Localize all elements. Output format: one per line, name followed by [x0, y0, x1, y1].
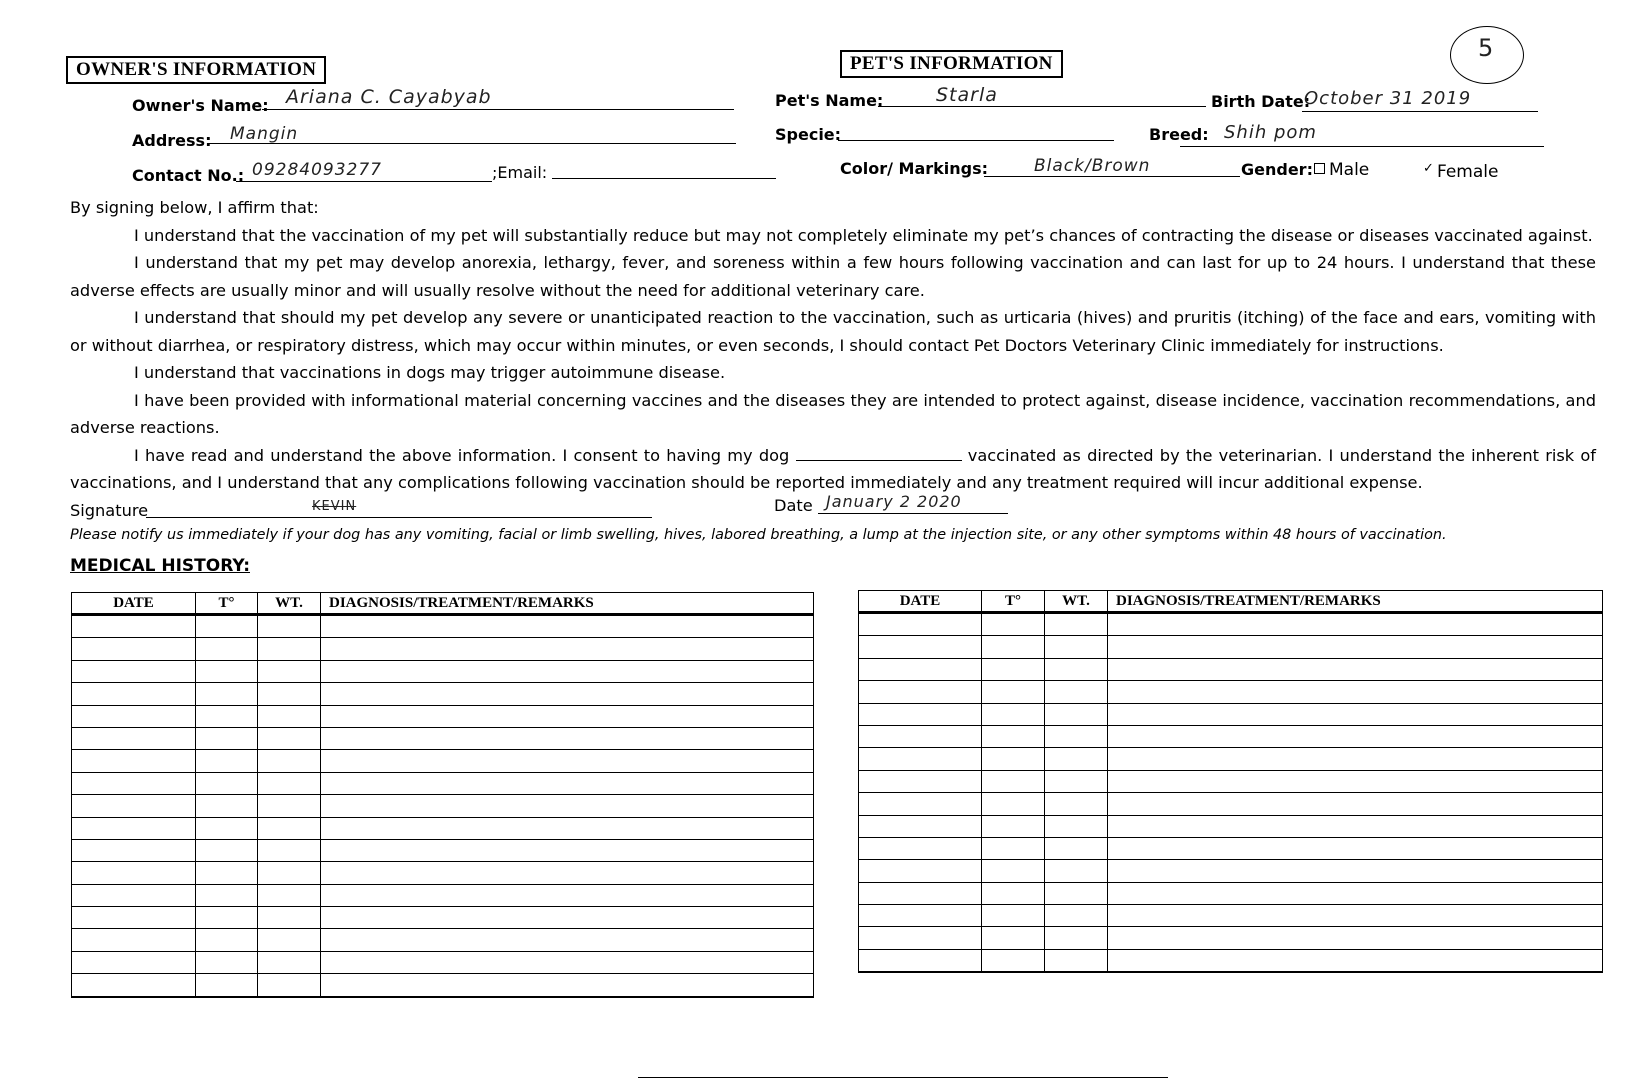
date-cell[interactable]: [72, 929, 196, 951]
table-row: [72, 884, 814, 906]
weight-cell[interactable]: [1045, 725, 1108, 747]
table-row: [72, 839, 814, 861]
table-row: [72, 705, 814, 727]
temp-cell[interactable]: [196, 638, 258, 660]
table-row: [72, 817, 814, 839]
date-cell[interactable]: [859, 882, 982, 904]
remarks-cell[interactable]: [321, 951, 814, 973]
pet-name-line: [878, 106, 1206, 107]
table-row: [72, 795, 814, 817]
remarks-cell[interactable]: [1108, 613, 1603, 636]
gender-female-label: Female: [1437, 162, 1499, 182]
date-cell[interactable]: [859, 815, 982, 837]
date-cell[interactable]: [72, 683, 196, 705]
remarks-cell[interactable]: [1108, 905, 1603, 927]
date-cell[interactable]: [859, 949, 982, 972]
breed-value[interactable]: Shih pom: [1224, 122, 1317, 143]
remarks-cell[interactable]: [1108, 658, 1603, 680]
temp-cell[interactable]: [196, 817, 258, 839]
affirmation-block: [70, 194, 1596, 497]
date-cell[interactable]: [859, 927, 982, 949]
weight-cell[interactable]: [258, 750, 321, 772]
temp-cell[interactable]: [196, 615, 258, 638]
remarks-cell[interactable]: [321, 705, 814, 727]
column-header-weight: WT.: [258, 593, 321, 615]
pet-name-value[interactable]: Starla: [936, 84, 998, 106]
affirm-paragraph-1: I understand that the vaccination of my pet will substantially reduce but may not completely eliminate my pet’s chances of contracting the disease or diseases vaccinated against.: [134, 225, 1593, 245]
temp-cell[interactable]: [196, 727, 258, 749]
breed-label: Breed:: [1149, 125, 1209, 144]
weight-cell[interactable]: [258, 705, 321, 727]
date-cell[interactable]: [859, 658, 982, 680]
temp-cell[interactable]: [982, 793, 1045, 815]
weight-cell[interactable]: [1045, 613, 1108, 636]
temp-cell[interactable]: [196, 884, 258, 906]
weight-cell[interactable]: [258, 951, 321, 973]
date-cell[interactable]: [72, 705, 196, 727]
date-cell[interactable]: [72, 727, 196, 749]
column-header-temp: T°: [196, 593, 258, 615]
remarks-cell[interactable]: [321, 750, 814, 772]
color-markings-value[interactable]: Black/Brown: [1034, 156, 1151, 176]
table-row: [72, 862, 814, 884]
temp-cell[interactable]: [982, 613, 1045, 636]
date-cell[interactable]: [72, 772, 196, 794]
table-row: [859, 748, 1603, 770]
signature-label: Signature: [70, 501, 149, 520]
owner-name-value[interactable]: Ariana C. Cayabyab: [286, 86, 492, 108]
color-markings-line: [984, 176, 1240, 177]
temp-cell[interactable]: [196, 974, 258, 997]
weight-cell[interactable]: [1045, 927, 1108, 949]
affirm-paragraph-6: [70, 442, 1596, 497]
column-header-weight: WT.: [1045, 591, 1108, 613]
table-row: [72, 638, 814, 660]
table-row: [859, 860, 1603, 882]
remarks-cell[interactable]: [321, 727, 814, 749]
table-row: [72, 951, 814, 973]
gender-female-option[interactable]: [1424, 162, 1498, 182]
date-cell[interactable]: [72, 974, 196, 997]
date-value[interactable]: January 2 2020: [826, 492, 962, 511]
date-cell[interactable]: [72, 862, 196, 884]
weight-cell[interactable]: [258, 839, 321, 861]
remarks-cell[interactable]: [321, 683, 814, 705]
date-cell[interactable]: [859, 770, 982, 792]
weight-cell[interactable]: [258, 907, 321, 929]
weight-cell[interactable]: [1045, 748, 1108, 770]
dog-name-blank[interactable]: [796, 460, 962, 461]
table-row: [859, 658, 1603, 680]
medical-history-title: MEDICAL HISTORY:: [70, 556, 250, 576]
table-row: [859, 636, 1603, 658]
temp-cell[interactable]: [982, 927, 1045, 949]
owner-name-line: [262, 109, 734, 110]
date-cell[interactable]: [859, 681, 982, 703]
remarks-cell[interactable]: [321, 772, 814, 794]
remarks-cell[interactable]: [1108, 927, 1603, 949]
weight-cell[interactable]: [258, 683, 321, 705]
remarks-cell[interactable]: [321, 817, 814, 839]
date-cell[interactable]: [859, 860, 982, 882]
weight-cell[interactable]: [1045, 837, 1108, 859]
gender-male-checkbox[interactable]: [1314, 163, 1325, 174]
temp-cell[interactable]: [982, 725, 1045, 747]
date-cell[interactable]: [72, 660, 196, 682]
weight-cell[interactable]: [258, 638, 321, 660]
remarks-cell[interactable]: [321, 615, 814, 638]
weight-cell[interactable]: [1045, 658, 1108, 680]
temp-cell[interactable]: [196, 862, 258, 884]
weight-cell[interactable]: [258, 727, 321, 749]
date-cell[interactable]: [859, 725, 982, 747]
table-row: [859, 613, 1603, 636]
temp-cell[interactable]: [982, 837, 1045, 859]
remarks-cell[interactable]: [1108, 725, 1603, 747]
remarks-cell[interactable]: [1108, 703, 1603, 725]
remarks-cell[interactable]: [321, 884, 814, 906]
weight-cell[interactable]: [1045, 636, 1108, 658]
temp-cell[interactable]: [982, 636, 1045, 658]
owner-section-title: OWNER'S INFORMATION: [66, 56, 326, 84]
temp-cell[interactable]: [982, 681, 1045, 703]
affirm-intro: By signing below, I affirm that:: [70, 198, 319, 217]
contact-label: Contact No.:: [132, 166, 245, 185]
remarks-cell[interactable]: [321, 839, 814, 861]
signature-value[interactable]: KEVIN: [312, 499, 357, 514]
affirm-paragraph-5: I have been provided with informational material concerning vaccines and the diseases they are intended to protect against, disease incidence, vaccination recommendations, and adverse reactions.: [70, 390, 1596, 437]
table-row: [859, 882, 1603, 904]
affirm-paragraph-2: I understand that my pet may develop anorexia, lethargy, fever, and soreness within a few hours following vaccination and can last for up to 24 hours. I understand that these adverse effects are usually minor and will usually resolve without the need for additional veterinary care.: [70, 253, 1596, 300]
remarks-cell[interactable]: [1108, 681, 1603, 703]
table-row: [859, 770, 1603, 792]
temp-cell[interactable]: [196, 839, 258, 861]
color-markings-label: Color/ Markings:: [840, 159, 989, 178]
column-header-temp: T°: [982, 591, 1045, 613]
owner-name-label: Owner's Name:: [132, 96, 269, 115]
email-label: ;Email:: [492, 163, 548, 182]
date-cell[interactable]: [72, 839, 196, 861]
email-line: [552, 178, 776, 179]
date-cell[interactable]: [859, 748, 982, 770]
temp-cell[interactable]: [196, 795, 258, 817]
date-cell[interactable]: [859, 837, 982, 859]
date-cell[interactable]: [72, 795, 196, 817]
table-row: [72, 750, 814, 772]
remarks-cell[interactable]: [321, 974, 814, 997]
breed-line: [1180, 146, 1544, 147]
contact-line: [236, 181, 492, 182]
date-cell[interactable]: [859, 613, 982, 636]
weight-cell[interactable]: [1045, 703, 1108, 725]
affirm-paragraph-3: I understand that should my pet develop any severe or unanticipated reaction to the vaccination, such as urticaria (hives) and pruritis (itching) of the face and ears, vomiting with or without diarrhea, or respiratory distress, which may occur within minutes, or even seconds, I should contact Pet Doctors Veterinary Clinic immediately for instructions.: [70, 308, 1596, 355]
temp-cell[interactable]: [982, 770, 1045, 792]
remarks-cell[interactable]: [1108, 793, 1603, 815]
date-cell[interactable]: [72, 638, 196, 660]
weight-cell[interactable]: [1045, 815, 1108, 837]
date-cell[interactable]: [72, 750, 196, 772]
table-row: [72, 907, 814, 929]
table-row: [72, 727, 814, 749]
birth-date-line: [1302, 111, 1538, 112]
temp-cell[interactable]: [196, 772, 258, 794]
column-header-date: DATE: [72, 593, 196, 615]
remarks-cell[interactable]: [321, 862, 814, 884]
table-row: [859, 905, 1603, 927]
date-cell[interactable]: [72, 907, 196, 929]
remarks-cell[interactable]: [321, 907, 814, 929]
remarks-cell[interactable]: [1108, 882, 1603, 904]
date-cell[interactable]: [72, 884, 196, 906]
address-value[interactable]: Mangin: [230, 124, 299, 144]
column-header-remarks: DIAGNOSIS/TREATMENT/REMARKS: [1108, 591, 1603, 613]
specie-line: [838, 140, 1114, 141]
table-row: [859, 703, 1603, 725]
table-header-row: [72, 593, 814, 615]
remarks-cell[interactable]: [321, 638, 814, 660]
temp-cell[interactable]: [982, 860, 1045, 882]
weight-cell[interactable]: [258, 795, 321, 817]
remarks-cell[interactable]: [1108, 837, 1603, 859]
birth-date-label: Birth Date:: [1211, 92, 1311, 111]
page-number-mark: 5: [1478, 34, 1495, 62]
table-row: [859, 793, 1603, 815]
date-cell[interactable]: [859, 636, 982, 658]
date-cell[interactable]: [859, 905, 982, 927]
pet-section-title: PET'S INFORMATION: [840, 50, 1063, 78]
weight-cell[interactable]: [1045, 905, 1108, 927]
temp-cell[interactable]: [196, 660, 258, 682]
table-header-row: [859, 591, 1603, 613]
pet-name-label: Pet's Name:: [775, 91, 884, 110]
weight-cell[interactable]: [258, 929, 321, 951]
temp-cell[interactable]: [982, 703, 1045, 725]
date-cell[interactable]: [72, 615, 196, 638]
table-row: [72, 772, 814, 794]
weight-cell[interactable]: [258, 862, 321, 884]
temp-cell[interactable]: [982, 815, 1045, 837]
table-row: [859, 815, 1603, 837]
remarks-cell[interactable]: [1108, 949, 1603, 972]
table-row: [72, 974, 814, 997]
remarks-cell[interactable]: [1108, 748, 1603, 770]
temp-cell[interactable]: [196, 951, 258, 973]
temp-cell[interactable]: [196, 907, 258, 929]
table-row: [859, 725, 1603, 747]
table-row: [859, 837, 1603, 859]
table-row: [72, 660, 814, 682]
date-cell[interactable]: [72, 817, 196, 839]
signature-line: [146, 517, 652, 518]
affirm-paragraph-6-end: vaccinated as directed by the veterinarian. I understand the inherent risk of vaccinations, and I understand that any complications following vaccination should be reported immediately and any treatment required will incur additional expense.: [70, 445, 1596, 492]
column-header-date: DATE: [859, 591, 982, 613]
remarks-cell[interactable]: [1108, 636, 1603, 658]
affirm-paragraph-4: I understand that vaccinations in dogs may trigger autoimmune disease.: [134, 363, 726, 382]
temp-cell[interactable]: [982, 658, 1045, 680]
gender-female-checkbox[interactable]: [1424, 167, 1433, 176]
birth-date-value[interactable]: October 31 2019: [1304, 88, 1472, 109]
temp-cell[interactable]: [982, 905, 1045, 927]
contact-value[interactable]: 09284093277: [252, 160, 382, 180]
table-row: [72, 929, 814, 951]
table-row: [859, 949, 1603, 972]
medical-history-table-left: [71, 592, 814, 998]
date-cell[interactable]: [859, 703, 982, 725]
vaccination-notice: Please notify us immediately if your dog has any vomiting, facial or limb swelling, hives, labored breathing, a lump at the injection site, or any other symptoms within 48 hours of vaccination.: [70, 527, 1447, 543]
weight-cell[interactable]: [1045, 882, 1108, 904]
temp-cell[interactable]: [982, 949, 1045, 972]
temp-cell[interactable]: [982, 748, 1045, 770]
date-line: [818, 513, 1008, 514]
table-row: [72, 683, 814, 705]
date-label: Date: [774, 496, 813, 515]
temp-cell[interactable]: [196, 705, 258, 727]
weight-cell[interactable]: [258, 817, 321, 839]
medical-history-table-right: [858, 590, 1603, 973]
gender-label: Gender:: [1241, 160, 1313, 179]
bottom-edge-rule: [638, 1077, 1168, 1078]
address-label: Address:: [132, 131, 212, 150]
weight-cell[interactable]: [258, 974, 321, 997]
column-header-remarks: DIAGNOSIS/TREATMENT/REMARKS: [321, 593, 814, 615]
table-row: [859, 927, 1603, 949]
weight-cell[interactable]: [1045, 770, 1108, 792]
gender-male-option[interactable]: [1314, 160, 1369, 180]
remarks-cell[interactable]: [321, 929, 814, 951]
remarks-cell[interactable]: [321, 795, 814, 817]
affirm-paragraph-6-start: I have read and understand the above information. I consent to having my dog: [134, 445, 790, 465]
weight-cell[interactable]: [258, 884, 321, 906]
weight-cell[interactable]: [1045, 681, 1108, 703]
date-cell[interactable]: [72, 951, 196, 973]
temp-cell[interactable]: [196, 750, 258, 772]
remarks-cell[interactable]: [1108, 770, 1603, 792]
specie-label: Specie:: [775, 125, 842, 144]
gender-male-label: Male: [1329, 160, 1370, 180]
weight-cell[interactable]: [1045, 949, 1108, 972]
date-cell[interactable]: [859, 793, 982, 815]
table-row: [72, 615, 814, 638]
temp-cell[interactable]: [982, 882, 1045, 904]
weight-cell[interactable]: [258, 660, 321, 682]
weight-cell[interactable]: [1045, 860, 1108, 882]
remarks-cell[interactable]: [1108, 860, 1603, 882]
weight-cell[interactable]: [258, 772, 321, 794]
weight-cell[interactable]: [258, 615, 321, 638]
remarks-cell[interactable]: [1108, 815, 1603, 837]
temp-cell[interactable]: [196, 929, 258, 951]
table-row: [859, 681, 1603, 703]
temp-cell[interactable]: [196, 683, 258, 705]
remarks-cell[interactable]: [321, 660, 814, 682]
weight-cell[interactable]: [1045, 793, 1108, 815]
